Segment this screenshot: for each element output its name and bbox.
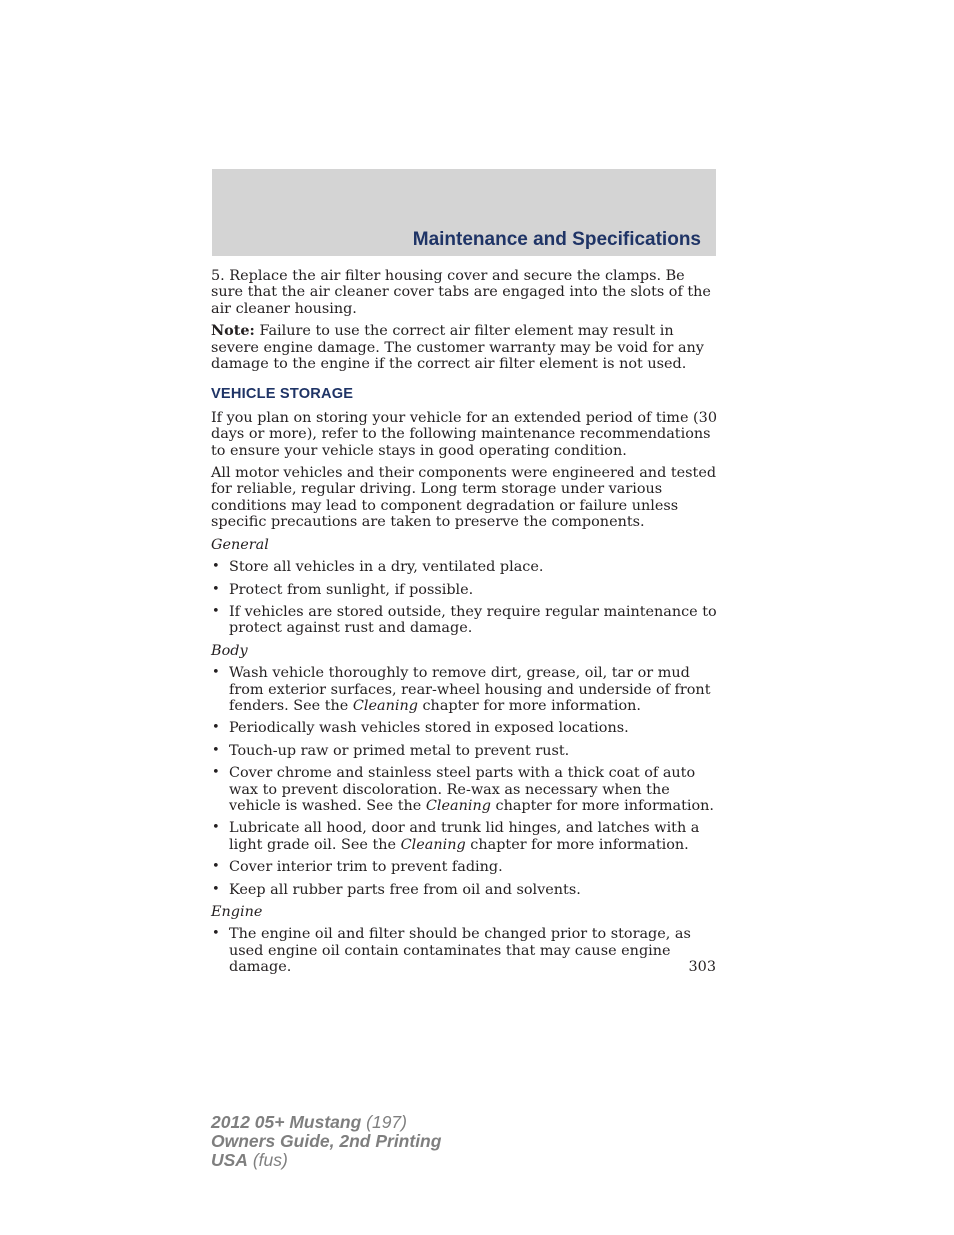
list-item-text: Protect from sunlight, if possible. — [229, 581, 474, 598]
list-item — [211, 559, 719, 575]
bullet-icon: • — [212, 765, 220, 781]
list-item-text: Touch-up raw or primed metal to prevent rust. — [229, 742, 570, 759]
body-subheading: Body — [211, 642, 248, 659]
list-item — [211, 582, 719, 598]
section-header-band — [212, 169, 716, 256]
page-content — [211, 268, 719, 982]
vehicle-storage-heading: VEHICLE STORAGE — [211, 386, 354, 403]
engine-list — [211, 926, 719, 975]
footer-guide-title: Owners Guide, 2nd Printing — [211, 1131, 442, 1151]
bullet-icon: • — [212, 881, 220, 897]
list-item-text: If vehicles are stored outside, they require regular maintenance to protect against rust and damage. — [229, 603, 717, 637]
engine-subheading: Engine — [211, 904, 263, 920]
list-item — [211, 720, 719, 736]
note-label: Note: — [211, 322, 255, 340]
list-item-text: chapter for more information. — [417, 697, 641, 714]
list-item-text: Periodically wash vehicles stored in exposed locations. — [229, 720, 629, 737]
footer-market: USA — [211, 1150, 248, 1170]
footer-line-3 — [211, 1151, 441, 1170]
list-item-text: Lubricate all hood, door and trunk lid hinges, and latches with a light grade oil. See the — [229, 820, 700, 853]
bullet-icon: • — [212, 665, 220, 681]
footer-line-1 — [211, 1113, 441, 1132]
note-paragraph — [211, 323, 719, 372]
footer-line-2 — [211, 1132, 441, 1151]
footer-market-code: (fus) — [247, 1150, 288, 1170]
cleaning-reference: Cleaning — [400, 836, 466, 853]
list-item-text: The engine oil and filter should be changed prior to storage, as used engine oil contain contaminates that may cause engine damage. — [229, 926, 691, 976]
list-item — [211, 820, 719, 853]
bullet-icon: • — [212, 820, 220, 836]
footer-model: 2012 05+ Mustang — [211, 1112, 362, 1132]
list-item-text: Keep all rubber parts free from oil and solvents. — [229, 881, 581, 898]
list-item-text: chapter for more information. — [465, 836, 689, 853]
list-item — [211, 859, 719, 875]
general-subheading: General — [211, 536, 269, 553]
list-item — [211, 926, 719, 975]
storage-intro-paragraph: If you plan on storing your vehicle for an extended period of time (30 days or more), refer to the following maintenance recommendations to ensure your vehicle stays in good operating condition. — [211, 409, 717, 459]
footer-model-code: (197) — [361, 1112, 407, 1132]
list-item-text: Cover interior trim to prevent fading. — [229, 859, 503, 876]
bullet-icon: • — [212, 859, 220, 875]
step-5-paragraph: 5. Replace the air filter housing cover and secure the clamps. Be sure that the air cleaner cover tabs are engaged into the slots of the air cleaner housing. — [211, 268, 711, 317]
cleaning-reference: Cleaning — [352, 697, 418, 714]
list-item — [211, 665, 719, 714]
cleaning-reference: Cleaning — [425, 797, 491, 814]
note-text: Failure to use the correct air filter element may result in severe engine damage. The customer warranty may be void for any damage to the engine if the correct air filter element is not used. — [211, 323, 704, 373]
bullet-icon: • — [212, 742, 220, 758]
section-title: Maintenance and Specifications — [412, 229, 701, 250]
list-item-text: Store all vehicles in a dry, ventilated place. — [229, 559, 544, 576]
list-item-text: chapter for more information. — [490, 797, 714, 814]
list-item — [211, 743, 719, 759]
general-list — [211, 559, 719, 637]
storage-detail-paragraph: All motor vehicles and their components were engineered and tested for reliable, regular driving. Long term storage under various conditions may lead to component degradation or failure unless specific precautions are taken to preserve the components. — [211, 465, 717, 531]
list-item-text: Cover chrome and stainless steel parts with a thick coat of auto wax to prevent discoloration. Re-wax as necessary when the vehicle is washed. See the — [229, 765, 696, 814]
bullet-icon: • — [212, 603, 220, 619]
bullet-icon: • — [212, 720, 220, 736]
list-item — [211, 882, 719, 898]
list-item-text: Wash vehicle thoroughly to remove dirt, grease, oil, tar or mud from exterior surfaces, rear-wheel housing and underside of front fenders. See the — [229, 665, 711, 714]
list-item — [211, 604, 719, 637]
bullet-icon: • — [212, 559, 220, 575]
bullet-icon: • — [212, 581, 220, 597]
body-list — [211, 665, 719, 898]
page-number: 303 — [688, 959, 716, 975]
document-footer — [211, 1113, 441, 1170]
bullet-icon: • — [212, 926, 220, 942]
list-item — [211, 765, 719, 814]
